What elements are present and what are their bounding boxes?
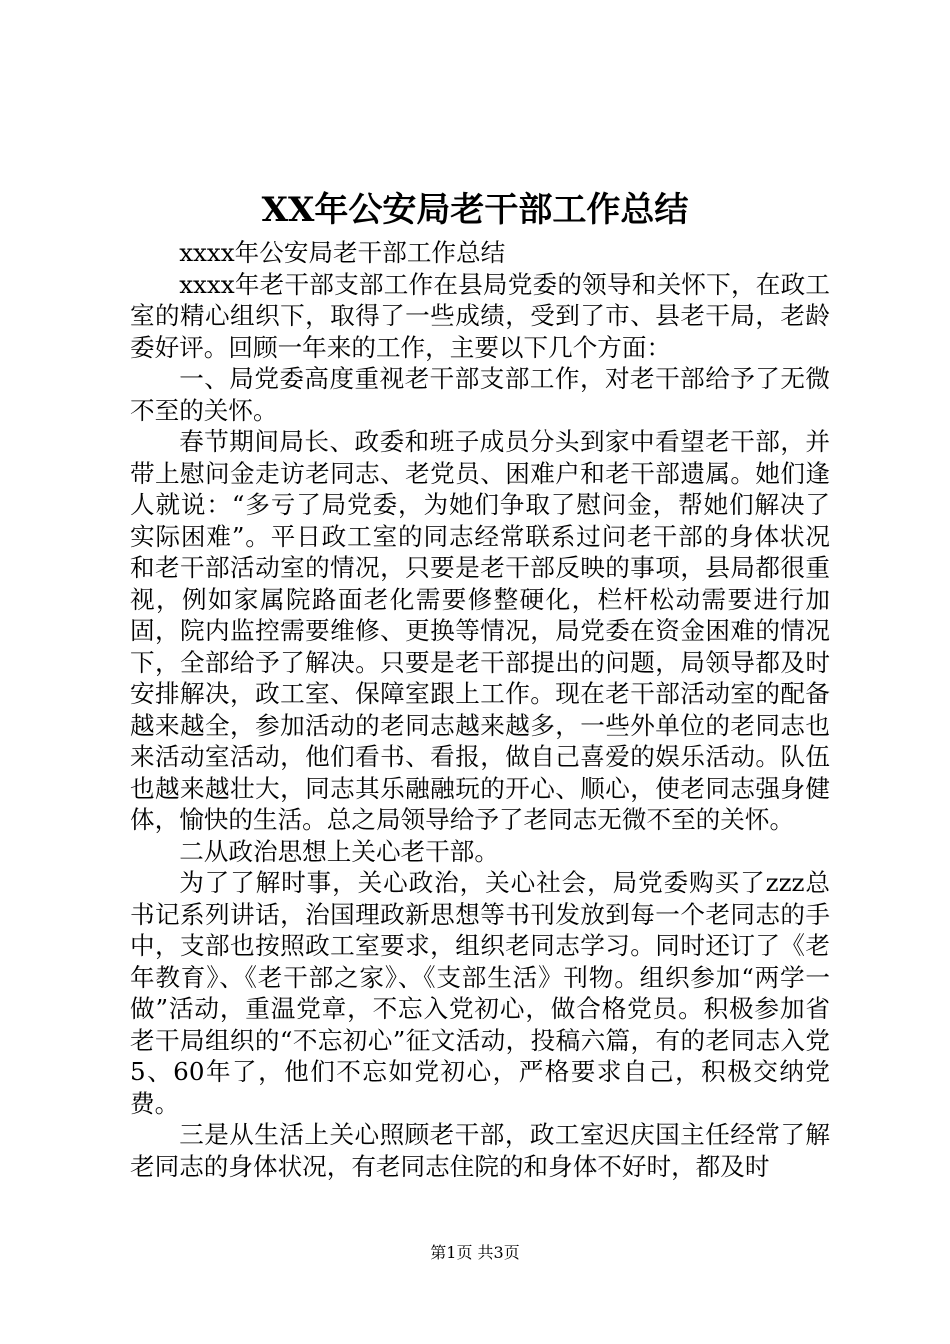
paragraph-section-1-heading: 一、局党委高度重视老干部支部工作，对老干部给予了无微不至的关怀。 <box>130 364 830 425</box>
paragraph-intro: xxxx年老干部支部工作在县局党委的领导和关怀下，在政工室的精心组织下，取得了一些成绩，受到了市、县老干局，老龄委好评。回顾一年来的工作，主要以下几个方面： <box>130 269 830 362</box>
document-title: XX年公安局老干部工作总结 <box>261 190 689 230</box>
paragraph-section-3-body: 三是从生活上关心照顾老干部，政工室迟庆国主任经常了解老同志的身体状况，有老同志住院的和身体不好时，都及时 <box>130 1120 830 1181</box>
document-body <box>130 237 830 1182</box>
paragraph-section-2-body: 为了了解时事，关心政治，关心社会，局党委购买了zzz总书记系列讲话，治国理政新思想等书刊发放到每一个老同志的手中，支部也按照政工室要求，组织老同志学习。同时还订了《老年教育》、《老干部之家》、《支部生活》刊物。组织参加“两学一做”活动，重温党章，不忘入党初心，做合格党员。积极参加省老干局组织的“不忘初心”征文活动，投稿六篇，有的老同志入党5、60年了，他们不忘如党初心，严格要求自己，积极交纳党费。 <box>130 868 830 1118</box>
paragraph-section-2-heading: 二从政治思想上关心老干部。 <box>179 836 499 866</box>
paragraph-section-1-body: 春节期间局长、政委和班子成员分头到家中看望老干部，并带上慰问金走访老同志、老党员、困难户和老干部遗属。她们逢人就说：“多亏了局党委，为她们争取了慰问金，帮她们解决了实际困难”。平日政工室的同志经常联系过问老干部的身体状况和老干部活动室的情况，只要是老干部反映的事项，县局都很重视，例如家属院路面老化需要修整硬化，栏杆松动需要进行加固，院内监控需要维修、更换等情况，局党委在资金困难的情况下，全部给予了解决。只要是老干部提出的问题，局领导都及时安排解决，政工室、保障室跟上工作。现在老干部活动室的配备越来越全，参加活动的老同志越来越多，一些外单位的老同志也来活动室活动，他们看书、看报，做自己喜爱的娱乐活动。队伍也越来越壮大，同志其乐融融玩的开心、顺心，使老同志强身健体，愉快的生活。总之局领导给予了老同志无微不至的关怀。 <box>130 427 830 834</box>
page-number-footer: 第1页 共3页 <box>430 1243 520 1262</box>
paragraph-subtitle: xxxx年公安局老干部工作总结 <box>179 238 506 267</box>
